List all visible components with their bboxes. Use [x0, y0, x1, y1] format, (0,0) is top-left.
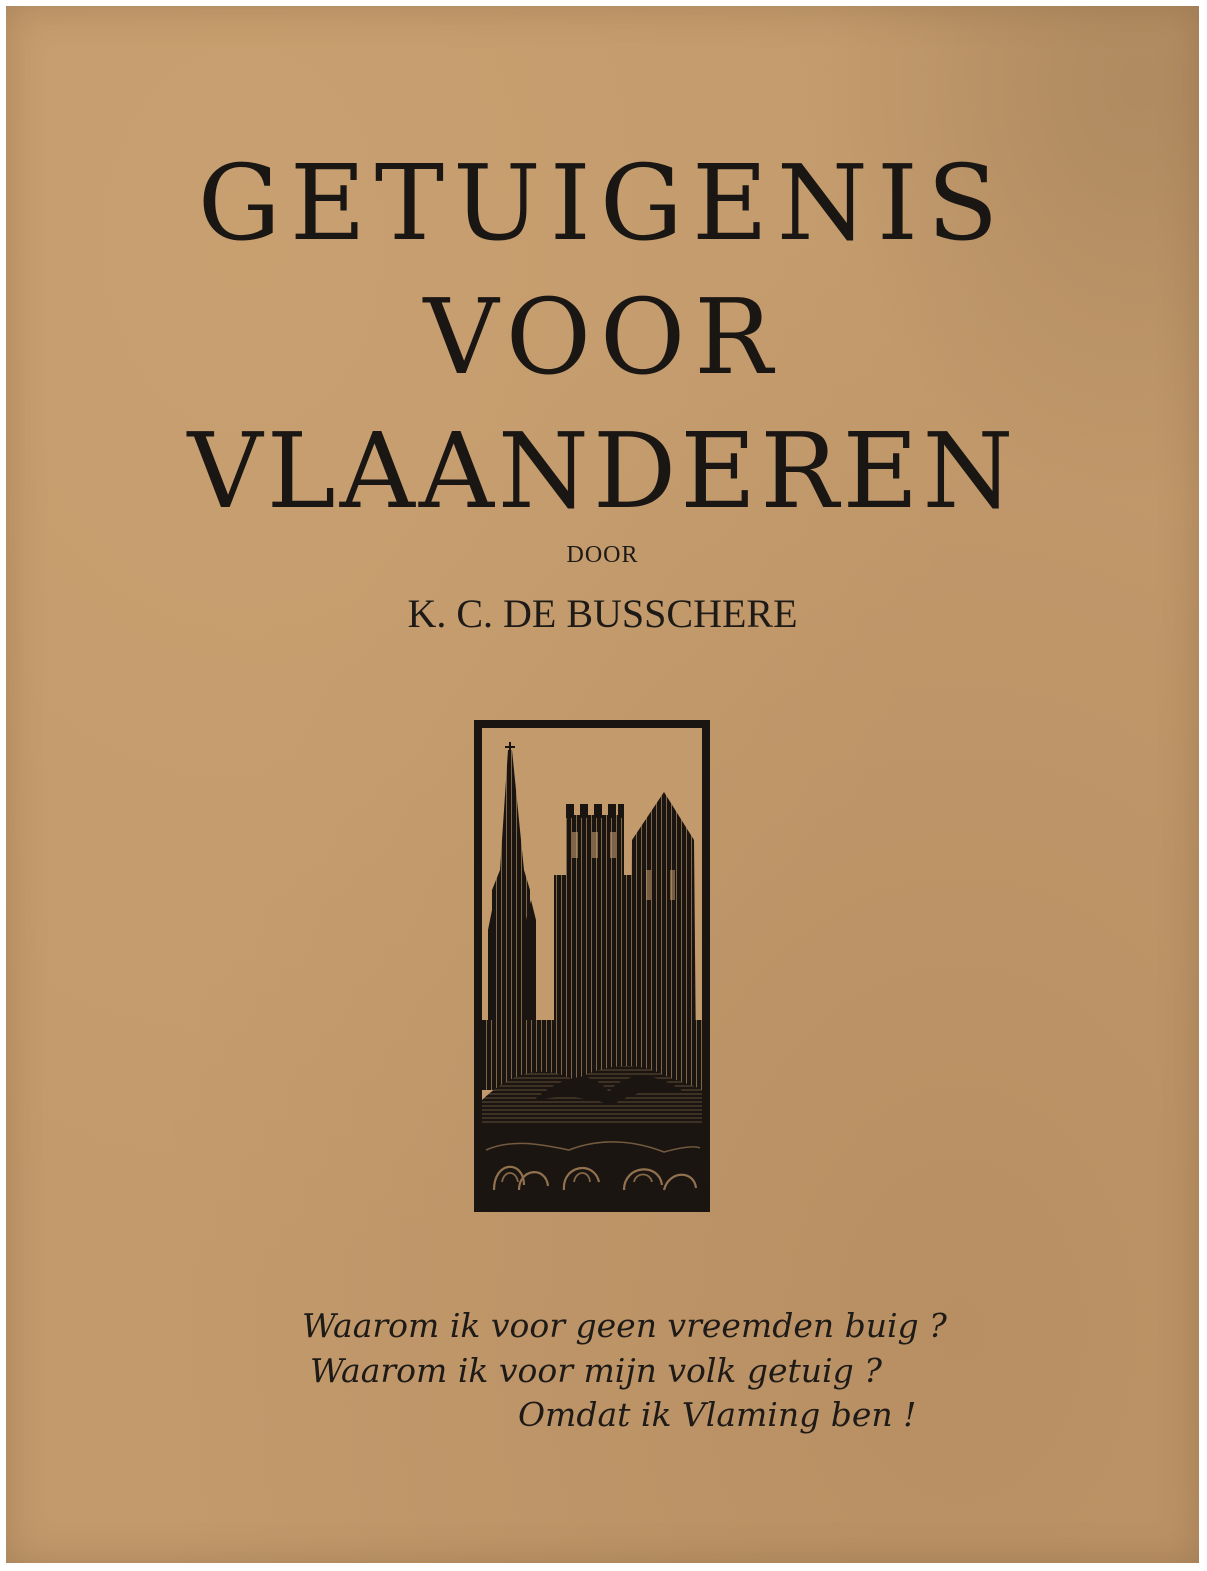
book-cover: [6, 6, 1199, 1563]
motto-line-2: Waarom ik voor mijn volk getuig ?: [310, 1351, 882, 1390]
by-label: DOOR: [566, 542, 639, 568]
title-line-3: VLAANDEREN: [187, 410, 1018, 532]
title-line-2: VOOR: [423, 276, 782, 398]
motto-line-3: Omdat ik Vlaming ben !: [518, 1395, 917, 1434]
motto-line-1: Waarom ik voor geen vreemden buig ?: [302, 1306, 947, 1345]
author-name: K. C. DE BUSSCHERE: [407, 591, 798, 636]
woodcut-city-towers-icon: [474, 720, 710, 1212]
title-line-1: GETUIGENIS: [197, 142, 1008, 264]
